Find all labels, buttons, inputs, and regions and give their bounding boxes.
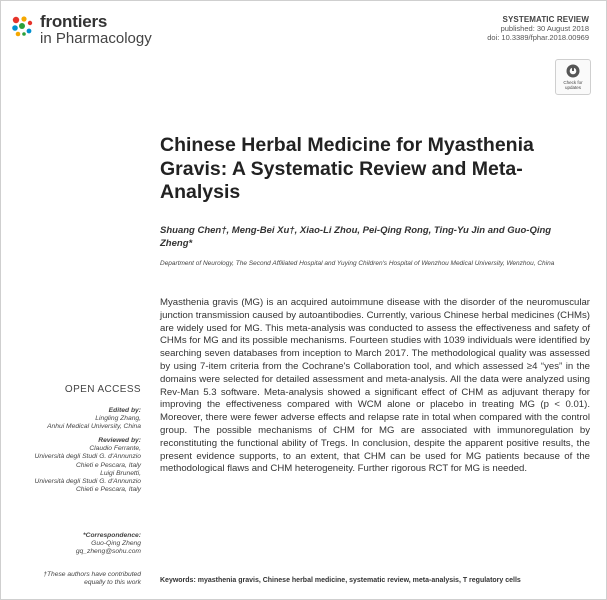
- doi[interactable]: doi: 10.3389/fphar.2018.00969: [487, 33, 589, 42]
- author-list[interactable]: Shuang Chen†, Meng-Bei Xu†, Xiao-Li Zhou, Pei-Qing Rong, Ting-Yu Jin and Guo-Qing Zheng*: [160, 225, 552, 249]
- correspondence-heading: *Correspondence:: [83, 532, 141, 539]
- reviewer-affiliation: Università degli Studi G. d'Annunzio: [34, 453, 141, 461]
- journal-brand: frontiers: [40, 12, 108, 31]
- published-date: published: 30 August 2018: [500, 24, 589, 33]
- abstract: Myasthenia gravis (MG) is an acquired autoimmune disease with the disorder of the neuromuscular junction transmission caused by autoantibodies. Currently, various Chinese herbal medicines (CHMs) are widely used for MG. This meta-analysis was conducted to assess the effectiveness and safety of CHMs for MG and its possible mechanisms. Fourteen studies with 1039 individuals were identified by searching seven databases from inception to March 2017. The methodological quality was assessed by using 7-item criteria from the Cochrane's Collaboration tool, and which assessed ≥4 “yes” in the domains were selected for detailed assessment and meta-analysis. All the data were analyzed using Rev-Man 5.3 software. Meta-analysis showed a significant effect of CHM as adjuvant therapy for improving the effectiveness compared with WCM alone or placebo in treating MG (p < 0.01). Moreover, there were fewer adverse effects and relapse rate in total when compared with the control group. The possible mechanisms of CHM for MG are associated with immunoregulation by reconstituting the functional ability of Tregs. In conclusion, despite the apparent positive results, the present evidence supports, to an extent, that CHM can be used for MG patients because of the methodological flaws and CHM heterogeneity. Further rigorous RCT for MG is needed.: [160, 297, 590, 475]
- correspondent-name: Guo-Qing Zheng: [91, 540, 141, 548]
- correspondent-email[interactable]: gq_zheng@sohu.com: [75, 548, 141, 556]
- journal-logo[interactable]: [10, 12, 170, 52]
- equal-contribution-note: †These authors have contributed equally to this work: [43, 571, 141, 587]
- article-type: SYSTEMATIC REVIEW: [502, 15, 589, 24]
- reviewed-by-block: [0, 437, 141, 494]
- reviewer-name: Claudio Ferrante,: [89, 445, 141, 453]
- reviewer-location: Chieti e Pescara, Italy: [75, 486, 141, 494]
- edited-by-block: [0, 407, 141, 432]
- reviewer-location: Chieti e Pescara, Italy: [75, 461, 141, 469]
- affiliation: Department of Neurology, The Second Affiliated Hospital and Yuying Children's Hospital of Wenzhou Medical University, Wenzhou, China: [160, 260, 555, 267]
- editor-name: Lingling Zhang,: [95, 415, 141, 423]
- keywords-label: Keywords:: [160, 577, 196, 584]
- keywords-text: myasthenia gravis, Chinese herbal medicine, systematic review, meta-analysis, T regulatory cells: [197, 577, 521, 584]
- edited-by-heading: Edited by:: [108, 407, 141, 414]
- reviewer-affiliation: Università degli Studi G. d'Annunzio: [34, 478, 141, 486]
- crossmark-icon: [566, 64, 580, 78]
- article-meta: [487, 15, 589, 42]
- check-for-updates-label: Check for updates: [563, 80, 583, 90]
- open-access-label: OPEN ACCESS: [64, 384, 141, 395]
- correspondence-block: [0, 532, 141, 557]
- check-for-updates-badge[interactable]: [555, 59, 591, 95]
- reviewer-name: Luigi Brunetti,: [100, 469, 141, 477]
- journal-name: in Pharmacology: [40, 30, 152, 47]
- frontiers-logo-icon: [10, 14, 34, 38]
- editor-affiliation: Anhui Medical University, China: [47, 423, 141, 431]
- article-title: Chinese Herbal Medicine for Myasthenia Gravis: A Systematic Review and Meta-Analysis: [160, 134, 534, 203]
- reviewed-by-heading: Reviewed by:: [98, 437, 141, 444]
- keywords: [160, 577, 600, 584]
